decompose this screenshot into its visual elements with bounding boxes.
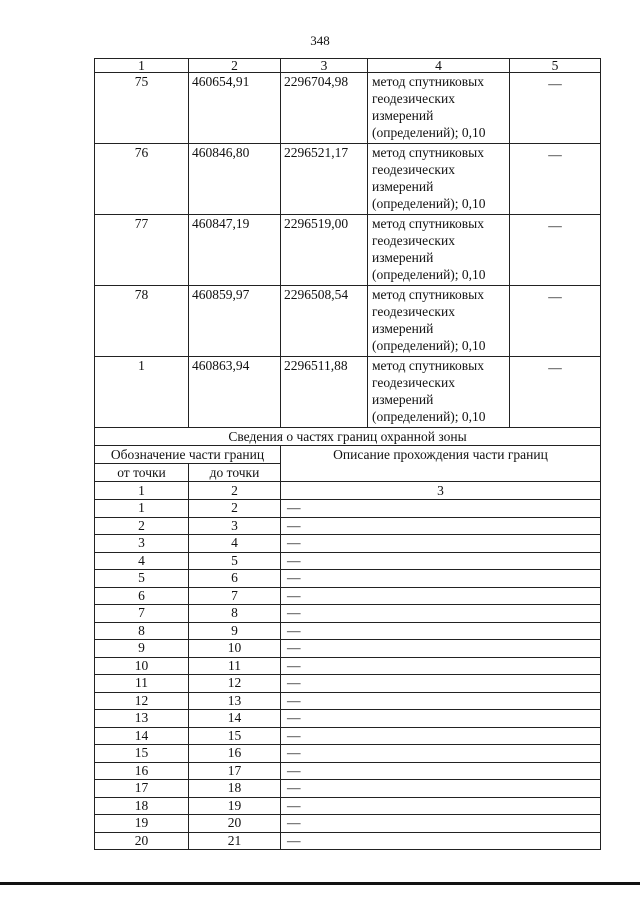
segment-row [95, 797, 601, 815]
segment-row [95, 692, 601, 710]
segment-description-cell: — [281, 587, 601, 605]
segment-description-cell: — [281, 622, 601, 640]
segment-description-cell: — [281, 500, 601, 518]
segment-row [95, 622, 601, 640]
bottom-rule [0, 882, 640, 885]
segment-from-cell: 9 [95, 640, 189, 658]
segment-from-cell: 14 [95, 727, 189, 745]
segment-from-cell: 4 [95, 552, 189, 570]
point-number-cell: 75 [95, 73, 189, 144]
method-cell: метод спутниковых геодезических измерений (определений); 0,10 [368, 73, 510, 144]
coord-row [95, 286, 601, 357]
y-coordinate-cell: 2296508,54 [281, 286, 368, 357]
segment-from-cell: 13 [95, 710, 189, 728]
segment-row [95, 500, 601, 518]
segment-description-cell: — [281, 745, 601, 763]
segment-to-cell: 19 [189, 797, 281, 815]
segment-to-cell: 14 [189, 710, 281, 728]
segment-to-cell: 3 [189, 517, 281, 535]
segment-description-cell: — [281, 797, 601, 815]
method-cell: метод спутниковых геодезических измерений (определений); 0,10 [368, 144, 510, 215]
segment-row [95, 587, 601, 605]
from-point-header: от точки [95, 464, 189, 482]
description-header: Описание прохождения части границ [281, 446, 601, 482]
coord-row [95, 215, 601, 286]
coord-header-cell: 5 [510, 59, 601, 73]
parts-column-number: 2 [189, 482, 281, 500]
segment-to-cell: 6 [189, 570, 281, 588]
segment-to-cell: 15 [189, 727, 281, 745]
segment-to-cell: 17 [189, 762, 281, 780]
segment-row [95, 552, 601, 570]
parts-column-number: 1 [95, 482, 189, 500]
x-coordinate-cell: 460863,94 [189, 357, 281, 428]
segment-row [95, 675, 601, 693]
point-number-cell: 77 [95, 215, 189, 286]
segment-row [95, 815, 601, 833]
segment-to-cell: 11 [189, 657, 281, 675]
segment-to-cell: 2 [189, 500, 281, 518]
segment-description-cell: — [281, 552, 601, 570]
segment-row [95, 727, 601, 745]
segment-description-cell: — [281, 710, 601, 728]
y-coordinate-cell: 2296511,88 [281, 357, 368, 428]
segment-row [95, 780, 601, 798]
segment-description-cell: — [281, 832, 601, 850]
y-coordinate-cell: 2296519,00 [281, 215, 368, 286]
segment-from-cell: 2 [95, 517, 189, 535]
segment-to-cell: 7 [189, 587, 281, 605]
parts-section-title-row [95, 428, 601, 446]
segment-to-cell: 10 [189, 640, 281, 658]
segment-to-cell: 4 [189, 535, 281, 553]
coord-header-cell: 2 [189, 59, 281, 73]
x-coordinate-cell: 460654,91 [189, 73, 281, 144]
segment-to-cell: 21 [189, 832, 281, 850]
coord-row [95, 144, 601, 215]
to-point-header: до точки [189, 464, 281, 482]
point-number-cell: 1 [95, 357, 189, 428]
note-cell: — [510, 73, 601, 144]
segment-from-cell: 6 [95, 587, 189, 605]
coord-row [95, 73, 601, 144]
method-cell: метод спутниковых геодезических измерений (определений); 0,10 [368, 215, 510, 286]
segment-description-cell: — [281, 727, 601, 745]
segment-description-cell: — [281, 640, 601, 658]
note-cell: — [510, 144, 601, 215]
note-cell: — [510, 286, 601, 357]
method-cell: метод спутниковых геодезических измерений (определений); 0,10 [368, 357, 510, 428]
designation-header: Обозначение части границ [95, 446, 281, 464]
boundary-table [94, 58, 601, 850]
note-cell: — [510, 357, 601, 428]
y-coordinate-cell: 2296521,17 [281, 144, 368, 215]
coord-row [95, 357, 601, 428]
x-coordinate-cell: 460859,97 [189, 286, 281, 357]
parts-section-title: Сведения о частях границ охранной зоны [95, 428, 601, 446]
method-cell: метод спутниковых геодезических измерений (определений); 0,10 [368, 286, 510, 357]
segment-to-cell: 5 [189, 552, 281, 570]
coord-header-cell: 3 [281, 59, 368, 73]
segment-to-cell: 9 [189, 622, 281, 640]
segment-from-cell: 1 [95, 500, 189, 518]
coord-header-cell: 4 [368, 59, 510, 73]
segment-from-cell: 17 [95, 780, 189, 798]
segment-from-cell: 18 [95, 797, 189, 815]
segment-row [95, 745, 601, 763]
segment-row [95, 710, 601, 728]
segment-description-cell: — [281, 605, 601, 623]
segment-row [95, 832, 601, 850]
segment-from-cell: 15 [95, 745, 189, 763]
segment-description-cell: — [281, 815, 601, 833]
segment-description-cell: — [281, 780, 601, 798]
parts-column-number: 3 [281, 482, 601, 500]
segment-description-cell: — [281, 517, 601, 535]
point-number-cell: 78 [95, 286, 189, 357]
y-coordinate-cell: 2296704,98 [281, 73, 368, 144]
segment-from-cell: 8 [95, 622, 189, 640]
segment-description-cell: — [281, 657, 601, 675]
segment-row [95, 517, 601, 535]
segment-from-cell: 12 [95, 692, 189, 710]
segment-from-cell: 7 [95, 605, 189, 623]
segment-row [95, 570, 601, 588]
parts-header-row [95, 446, 601, 464]
coord-header-row [95, 59, 601, 73]
segment-from-cell: 10 [95, 657, 189, 675]
segment-to-cell: 12 [189, 675, 281, 693]
segment-from-cell: 16 [95, 762, 189, 780]
segment-row [95, 640, 601, 658]
segment-to-cell: 16 [189, 745, 281, 763]
segment-from-cell: 19 [95, 815, 189, 833]
page-number: 348 [310, 33, 330, 48]
segment-row [95, 605, 601, 623]
segment-description-cell: — [281, 675, 601, 693]
parts-column-numbers-row [95, 482, 601, 500]
segment-from-cell: 20 [95, 832, 189, 850]
x-coordinate-cell: 460847,19 [189, 215, 281, 286]
segment-to-cell: 13 [189, 692, 281, 710]
segment-row [95, 762, 601, 780]
segment-description-cell: — [281, 570, 601, 588]
segment-from-cell: 5 [95, 570, 189, 588]
segment-row [95, 657, 601, 675]
segment-description-cell: — [281, 692, 601, 710]
point-number-cell: 76 [95, 144, 189, 215]
segment-row [95, 535, 601, 553]
segment-from-cell: 3 [95, 535, 189, 553]
coord-header-cell: 1 [95, 59, 189, 73]
segment-to-cell: 18 [189, 780, 281, 798]
segment-description-cell: — [281, 762, 601, 780]
x-coordinate-cell: 460846,80 [189, 144, 281, 215]
note-cell: — [510, 215, 601, 286]
segment-to-cell: 8 [189, 605, 281, 623]
segment-description-cell: — [281, 535, 601, 553]
segment-from-cell: 11 [95, 675, 189, 693]
segment-to-cell: 20 [189, 815, 281, 833]
